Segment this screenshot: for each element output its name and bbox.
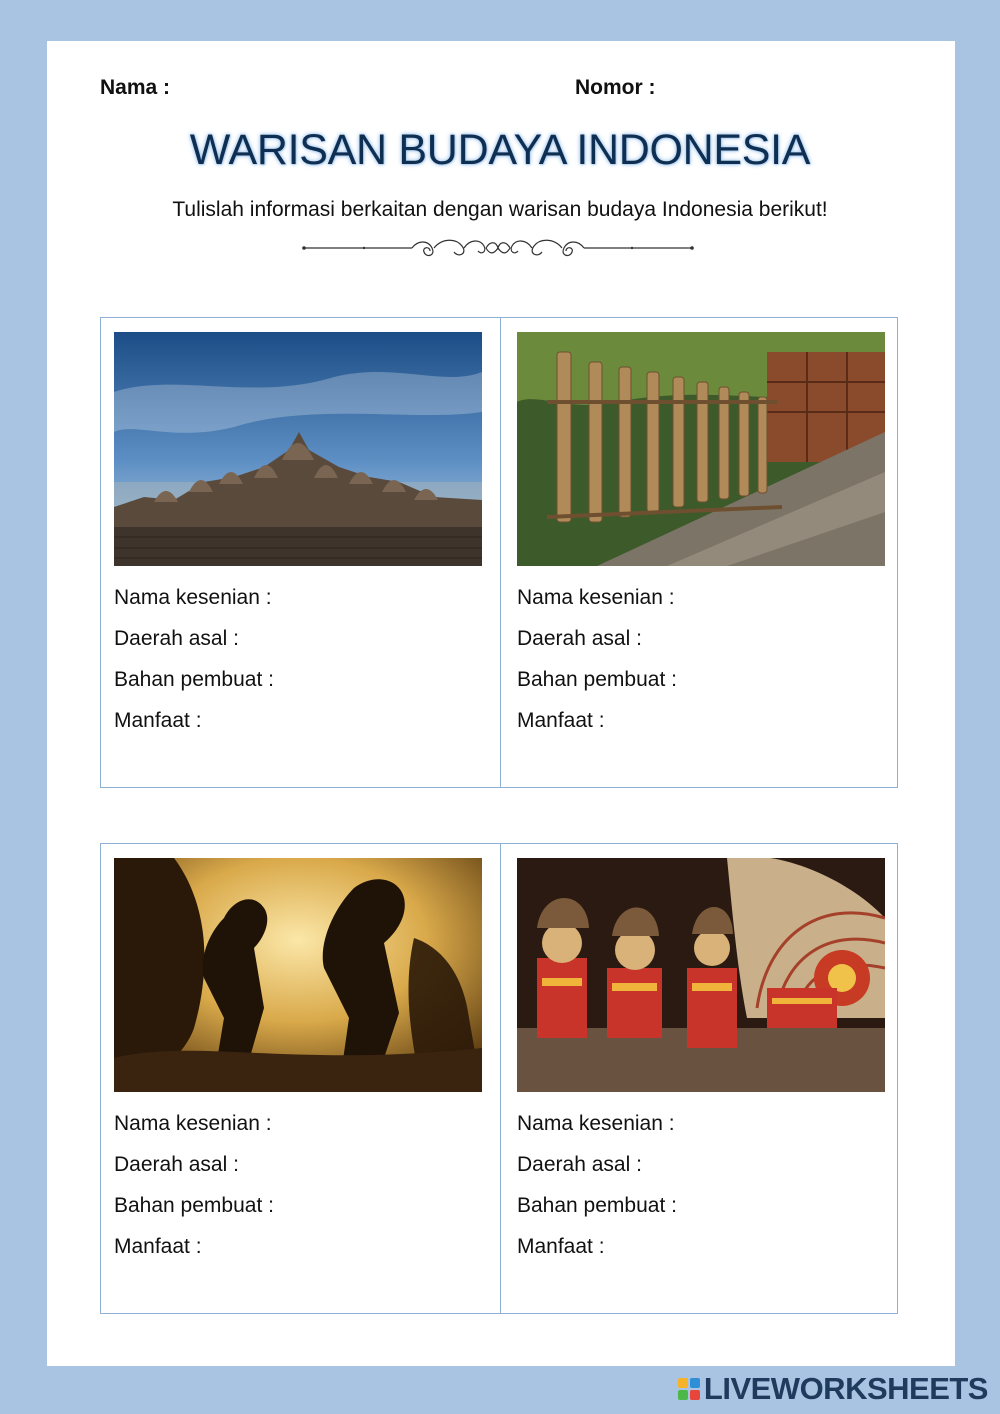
logo-square-1	[678, 1378, 688, 1388]
origin-field[interactable]: Daerah asal :	[517, 1153, 642, 1176]
benefit-field[interactable]: Manfaat :	[114, 1235, 202, 1258]
artwork-fields	[114, 586, 274, 750]
origin-field[interactable]: Daerah asal :	[114, 1153, 239, 1176]
art-name-field[interactable]: Nama kesenian :	[114, 586, 272, 609]
material-field[interactable]: Bahan pembuat :	[517, 1194, 677, 1217]
origin-field[interactable]: Daerah asal :	[517, 627, 642, 650]
brand-name: LIVEWORKSHEETS	[703, 1371, 988, 1406]
logo-square-3	[678, 1390, 688, 1400]
artwork-fields	[114, 1112, 274, 1276]
material-field[interactable]: Bahan pembuat :	[114, 1194, 274, 1217]
artwork-card-4	[504, 844, 903, 1313]
page-title: WARISAN BUDAYA INDONESIA	[189, 126, 811, 174]
ornament-divider-icon	[300, 234, 696, 267]
instruction-text: Tulislah informasi berkaitan dengan warisan budaya Indonesia berikut!	[172, 198, 828, 221]
benefit-field[interactable]: Manfaat :	[517, 709, 605, 732]
mask-dance-photo	[517, 858, 885, 1092]
artwork-panel-bottom	[100, 843, 898, 1314]
benefit-field[interactable]: Manfaat :	[114, 709, 202, 732]
name-label: Nama :	[100, 76, 171, 99]
benefit-field[interactable]: Manfaat :	[517, 1235, 605, 1258]
bamboo-instrument-photo	[517, 332, 885, 566]
art-name-field[interactable]: Nama kesenian :	[517, 1112, 675, 1135]
art-name-field[interactable]: Nama kesenian :	[114, 1112, 272, 1135]
logo-square-2	[690, 1378, 700, 1388]
number-label: Nomor :	[575, 76, 656, 99]
material-field[interactable]: Bahan pembuat :	[114, 668, 274, 691]
artwork-fields	[517, 586, 677, 750]
artwork-card-1	[101, 318, 500, 787]
logo-square-4	[690, 1390, 700, 1400]
origin-field[interactable]: Daerah asal :	[114, 627, 239, 650]
liveworksheets-logo-icon	[678, 1378, 700, 1400]
artwork-panel-top	[100, 317, 898, 788]
panel-divider	[500, 844, 501, 1313]
artwork-card-3	[101, 844, 500, 1313]
brand-footer	[678, 1372, 988, 1406]
temple-photo	[114, 332, 482, 566]
shadow-puppet-photo	[114, 858, 482, 1092]
art-name-field[interactable]: Nama kesenian :	[517, 586, 675, 609]
artwork-card-2	[504, 318, 903, 787]
artwork-fields	[517, 1112, 677, 1276]
material-field[interactable]: Bahan pembuat :	[517, 668, 677, 691]
panel-divider	[500, 318, 501, 787]
